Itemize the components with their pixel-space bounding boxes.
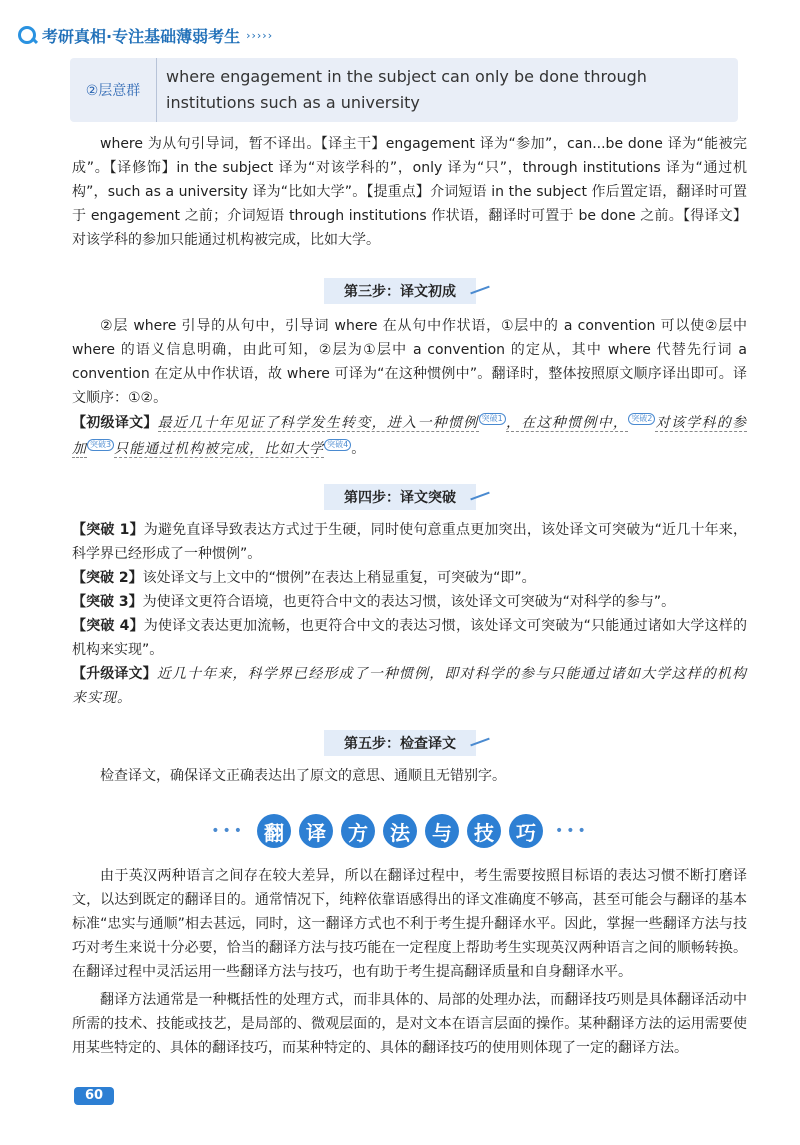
initial-text-2: ，在这种惯例中，: [505, 415, 629, 431]
upgraded-label: 【升级译文】: [72, 666, 157, 682]
initial-translation: [72, 410, 747, 462]
section-char-1: 翻: [257, 814, 291, 848]
upgraded-translation: [72, 662, 747, 710]
section-title: [0, 812, 800, 850]
methods-paragraph-1: 由于英汉两种语言之间存在较大差异，所以在翻译过程中，考生需要按照目标语的表达习惯不断打磨译文，以达到既定的翻译目的。通常情况下，纯粹依靠语感得出的译文准确度不够高，甚至可能会与翻译的基本标准“忠实与通顺”相去甚远，同时，这一翻译方式也不利于考生提升翻译水平。因此，掌握一些翻译方法与技巧对考生来说十分必要，恰当的翻译方法与技巧能在一定程度上帮助考生实现英汉两种语言之间的顺畅转换。在翻译过程中灵活运用一些翻译方法与技巧，也有助于考生提高翻译质量和自身翻译水平。: [72, 868, 747, 980]
step3-heading: [0, 278, 800, 304]
breakthrough-item-1: 【突破 1】为避免直译导致表达方式过于生硬，同时使句意重点更加突出，该处译文可突破为“近几十年来，科学界已经形成了一种惯例”。: [72, 522, 747, 562]
layer-box: [70, 58, 738, 122]
analysis-paragraph: where 为从句引导词，暂不译出。【译主干】engagement 译为“参加”，can...be done 译为“能被完成”。【译修饰】in the subject 译为“对该学科的”，only 译为“只”，through institutions 译为“通过机构”，such as a university 译为“比如大学”。【提重点】介词短语 in the subject 作后置定语，翻译时可置于 engagement 之前；介词短语 through institutions 作状语，翻译时可置于 be done 之前。【得译文】对该学科的参加只能通过机构被完成，比如大学。: [72, 136, 747, 248]
initial-label: 【初级译文】: [72, 415, 158, 431]
section-char-7: 巧: [509, 814, 543, 848]
header-title: 考研真相·专注基础薄弱考生: [42, 26, 241, 46]
layer-text: where engagement in the subject can only be done through institutions such as a university: [166, 67, 647, 112]
breakthrough-item-3: 【突破 3】为使译文更符合语境，也更符合中文的表达习惯，该处译文可突破为“对科学的参与”。: [72, 594, 676, 610]
initial-text-1: 最近几十年见证了科学发生转变，进入一种惯例: [157, 415, 479, 431]
breakthrough-badge-4: 突破4: [324, 439, 351, 451]
upgraded-text: 近几十年来，科学界已经形成了一种惯例，即对科学的参与只能通过诸如大学这样的机构来实现。: [72, 666, 748, 706]
breakthrough-badge-1: 突破1: [479, 413, 506, 425]
step4-heading: [0, 484, 800, 510]
section-char-6: 技: [467, 814, 501, 848]
section-char-4: 法: [383, 814, 417, 848]
step3-paragraph: ②层 where 引导的从句中，引导词 where 在从句中作状语，①层中的 a convention 可以使②层中 where 的语义信息明确，由此可知，②层为①层中 a convention 的定从，其中 where 代替先行词 a convention 在定从中作状语，故 where 可译为“在这种惯例中”。翻译时，整体按照原文顺序译出即可。译文顺序：①②。: [72, 318, 747, 406]
breakthrough-badge-3: 突破3: [87, 439, 114, 451]
breakthrough-badge-2: 突破2: [628, 413, 655, 425]
section-char-2: 译: [299, 814, 333, 848]
step3-label: 第三步：译文初成: [324, 278, 476, 304]
section-char-5: 与: [425, 814, 459, 848]
initial-text-4: 只能通过机构被完成，比如大学: [114, 441, 325, 457]
page-number: 60: [74, 1087, 114, 1105]
header: [18, 22, 273, 48]
step5-label: 第五步：检查译文: [324, 730, 476, 756]
section-dots-left: •••: [211, 823, 245, 839]
layer-tag: ②层意群: [70, 58, 157, 122]
methods-paragraph-2: 翻译方法通常是一种概括性的处理方式，而非具体的、局部的处理办法，而翻译技巧则是具体翻译活动中所需的技术、技能或技艺，是局部的、微观层面的，是对文本在语言层面的操作。某种翻译方法的运用需要使用某些特定的、具体的翻译技巧，而某种特定的、具体的翻译技巧的使用则体现了一定的翻译方法。: [72, 992, 747, 1056]
section-char-3: 方: [341, 814, 375, 848]
breakthrough-item-4: 【突破 4】为使译文表达更加流畅，也更符合中文的表达习惯，该处译文可突破为“只能通过诸如大学这样的机构来实现”。: [72, 618, 747, 658]
initial-text-5: 。: [351, 441, 366, 457]
step4-label: 第四步：译文突破: [324, 484, 476, 510]
search-logo-icon: [18, 26, 36, 44]
header-arrows: ›››››: [246, 28, 274, 42]
section-dots-right: •••: [555, 823, 589, 839]
step5-heading: [0, 730, 800, 756]
breakthrough-list: [72, 518, 747, 710]
check-paragraph: 检查译文，确保译文正确表达出了原文的意思、通顺且无错别字。: [100, 768, 506, 784]
initial-text-3: 对该学科的参加: [72, 415, 747, 457]
breakthrough-item-2: 【突破 2】该处译文与上文中的“惯例”在表达上稍显重复，可突破为“即”。: [72, 570, 536, 586]
